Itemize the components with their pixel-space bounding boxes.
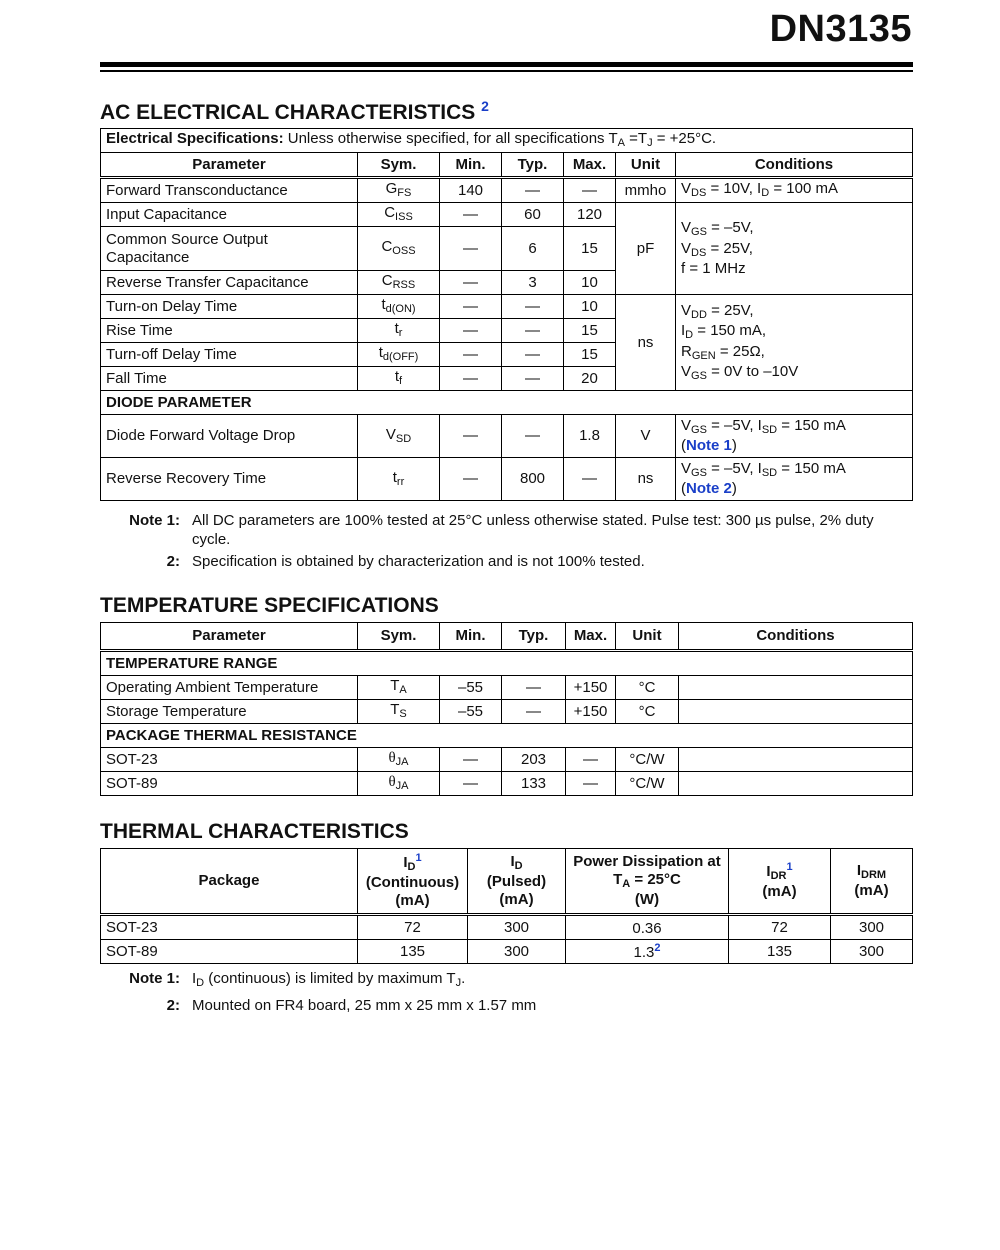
table-row: SOT-89 135 300 $1.3^2$ 135 300 [101, 940, 913, 964]
ac-section-title: AC ELECTRICAL CHARACTERISTICS $^2$ [100, 98, 489, 124]
temp-section-title: TEMPERATURE SPECIFICATIONS [100, 594, 439, 617]
table-row: Reverse Recovery Time $t_{rr}$ — 800 — ns $V_{GS} = -5V$, $I_{SD} = 150$ mA (Note 2) [101, 458, 913, 501]
thermal-section-title: THERMAL CHARACTERISTICS [100, 820, 409, 843]
pd-note-ref[interactable]: 2 [654, 941, 661, 954]
table-row: SOT-89 $\theta_{JA}$ — 133 — °C/W [101, 772, 913, 796]
header-rule-thin [100, 70, 913, 72]
ac-notes: Note 1: All DC parameters are 100% tested at 25°C unless otherwise stated. Pulse test: 300 µs pulse, 2% duty cycle. 2: Specification is obtained by characterization and is not 100% tested. [129, 512, 874, 570]
package-thermal-group-row: PACKAGE THERMAL RESISTANCE [101, 724, 913, 748]
table-row: Rise Time $t_r$ — — 15 [101, 319, 913, 343]
table-row: SOT-23 $\theta_{JA}$ — 203 — °C/W [101, 748, 913, 772]
table-row: Turn-on Delay Time $t_{d(ON)}$ — — 10 ns $V_{DD} = 25V$, $I_D = 150$ mA, $R_{GEN} = 25\Omega$, $V_{GS} = 0V$ to –10V [101, 295, 913, 319]
note-1-link[interactable]: Note 1 [686, 437, 732, 455]
table-row: SOT-23 72 300 0.36 72 300 [101, 915, 913, 940]
part-number: DN3135 [769, 8, 912, 50]
temp-header-row: Parameter Sym. Min. Typ. Max. Unit Conditions [101, 623, 913, 651]
ac-title-note-ref[interactable]: 2 [481, 98, 489, 114]
table-row: Forward Transconductance $G_{FS}$ 140 — — mmho $V_{DS} = 10V$, $I_D = 100$ mA [101, 178, 913, 203]
table-row: Turn-off Delay Time $t_{d(OFF)}$ — — 15 [101, 343, 913, 367]
table-row: Operating Ambient Temperature $T_A$ –55 — +150 °C [101, 676, 913, 700]
temperature-table [100, 622, 913, 796]
table-row: Input Capacitance $C_{ISS}$ — 60 120 pF $V_{GS} = -5V$, $V_{DS} = 25V$, f = 1 MHz [101, 203, 913, 227]
note-2-link[interactable]: Note 2 [686, 480, 732, 498]
ac-header-row: Parameter Sym. Min. Typ. Max. Unit Conditions [101, 153, 913, 178]
thermal-table [100, 848, 913, 964]
table-row: Common Source Output Capacitance $C_{OSS}$ — 6 15 [101, 227, 913, 271]
id-cont-note-ref[interactable]: 1 [415, 851, 422, 864]
header-rule-thick [100, 62, 913, 67]
table-row: Storage Temperature $T_S$ –55 — +150 °C [101, 700, 913, 724]
thermal-notes: Note 1: $I_D$ (continuous) is limited by maximum $T_J$. 2: Mounted on FR4 board, 25 mm x 25 mm x 1.57 mm [129, 970, 537, 1014]
idr-note-ref[interactable]: 1 [786, 860, 793, 873]
table-row: Fall Time $t_f$ — — 20 [101, 367, 913, 391]
diode-group-row: DIODE PARAMETER [101, 391, 913, 415]
thermal-header-row: Package $I_D^1$ (Continuous) (mA) $I_D$ (Pulsed) (mA) Power Dissipation at $T_A = 25^\circ C$ (W) $I_{DR}^1$ (mA) $I_{DRM}$ (mA) [101, 849, 913, 915]
table-row: Reverse Transfer Capacitance $C_{RSS}$ — 3 10 [101, 271, 913, 295]
ac-spec-banner: Electrical Specifications: Unless otherwise specified, for all specifications $T_A =T_J = +25^\circ C$. [101, 129, 913, 153]
table-row: Diode Forward Voltage Drop $V_{SD}$ — — 1.8 V $V_{GS} = -5V$, $I_{SD} = 150$ mA (Note 1) [101, 415, 913, 458]
temp-range-group-row: TEMPERATURE RANGE [101, 651, 913, 676]
ac-characteristics-table [100, 128, 913, 501]
